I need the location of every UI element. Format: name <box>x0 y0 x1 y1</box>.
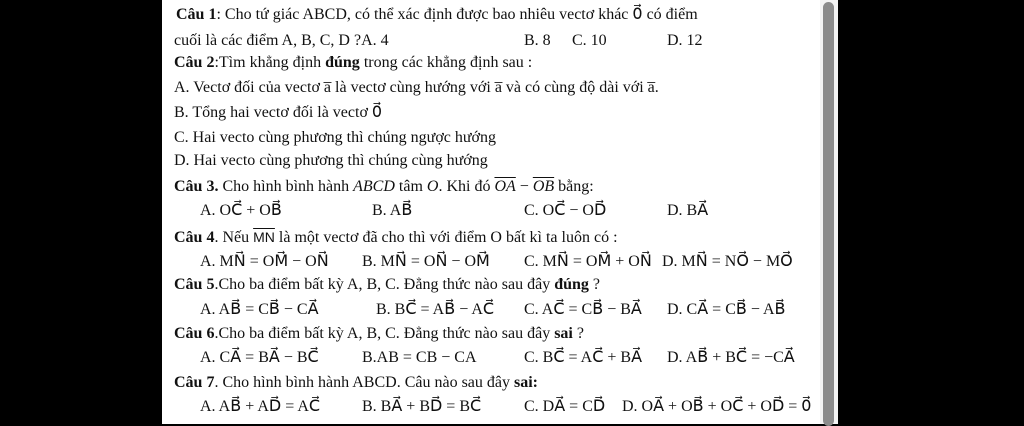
q2-option-d: D. Hai vecto cùng phương thì chúng cùng hướng <box>174 152 488 169</box>
q1-option-b: B. 8 <box>524 32 551 49</box>
q2-option-c: C. Hai vecto cùng phương thì chúng ngược hướng <box>174 129 497 146</box>
scrollbar-thumb[interactable] <box>823 2 834 426</box>
q1-option-d: D. 12 <box>667 32 703 49</box>
q7-option-b: B. BA⃗ + BD⃗ = BC⃗ <box>362 398 482 415</box>
q7-option-d: D. OA⃗ + OB⃗ + OC⃗ + OD⃗ = 0⃗ <box>622 398 812 415</box>
question-7: Câu 7. Cho hình bình hành ABCD. Câu nào sau đây sai: <box>174 374 538 391</box>
q5-option-c: C. AC⃗ = CB⃗ − BA⃗ <box>524 301 642 318</box>
q3-option-a: A. OC⃗ + OB⃗ <box>200 202 282 219</box>
q3-option-b: B. AB⃗ <box>372 202 413 219</box>
q4-option-a: A. MN⃗ = OM⃗ − ON⃗ <box>200 253 329 270</box>
q3-option-c: C. OC⃗ − OD⃗ <box>524 202 607 219</box>
question-5: Câu 5.Cho ba điểm bất kỳ A, B, C. Đẳng thức nào sau đây đúng ? <box>174 276 600 293</box>
vertical-scrollbar[interactable] <box>820 0 838 424</box>
question-1-line-2: cuối là các điểm A, B, C, D ?A. 4 <box>174 32 389 49</box>
q5-option-a: A. AB⃗ = CB⃗ − CA⃗ <box>200 301 319 318</box>
q4-option-d: D. MN⃗ = NO⃗ − MO⃗ <box>662 253 793 270</box>
question-4: Câu 4. Nếu $\overline{MN}$ là một vectơ đã cho thì với điểm O bất kì ta luôn có : <box>174 229 618 246</box>
q5-option-d: D. CA⃗ = CB⃗ − AB⃗ <box>667 301 786 318</box>
q2-option-a: A. Vectơ đối của vectơ a̅ là vectơ cùng hướng với a̅ và có cùng độ dài với a̅. <box>174 79 659 96</box>
document-page <box>162 0 820 424</box>
q6-option-d: D. AB⃗ + BC⃗ = −CA⃗ <box>667 349 795 366</box>
question-1-line-1: Câu 1: Cho tứ giác ABCD, có thể xác định được bao nhiêu vectơ khác 0⃗ có điểm <box>176 6 698 23</box>
q1-option-c: C. 10 <box>572 32 607 49</box>
question-6: Câu 6.Cho ba điểm bất kỳ A, B, C. Đẳng thức nào sau đây sai ? <box>174 325 584 342</box>
q6-option-a: A. CA⃗ = BA⃗ − BC⃗ <box>200 349 319 366</box>
q7-option-c: C. DA⃗ = CD⃗ <box>524 398 606 415</box>
q5-option-b: B. BC⃗ = AB⃗ − AC⃗ <box>376 301 495 318</box>
q6-option-c: C. BC⃗ = AC⃗ + BA⃗ <box>524 349 643 366</box>
question-3: Câu 3. Cho hình bình hành ABCD tâm O. Khi đó $\overline{OA} - \overline{OB}$ bằng: <box>174 178 594 195</box>
q7-option-a: A. AB⃗ + AD⃗ = AC⃗ <box>200 398 321 415</box>
q2-option-b: B. Tổng hai vectơ đối là vectơ 0⃗ <box>174 104 383 121</box>
q6-option-b: B.AB = CB − CA <box>362 349 477 366</box>
q4-option-b: B. MN⃗ = ON⃗ − OM⃗ <box>362 253 490 270</box>
question-2: Câu 2:Tìm khẳng định đúng trong các khẳng định sau : <box>174 54 533 71</box>
q4-option-c: C. MN⃗ = OM⃗ + ON⃗ <box>524 253 652 270</box>
q3-option-d: D. BA⃗ <box>667 202 709 219</box>
